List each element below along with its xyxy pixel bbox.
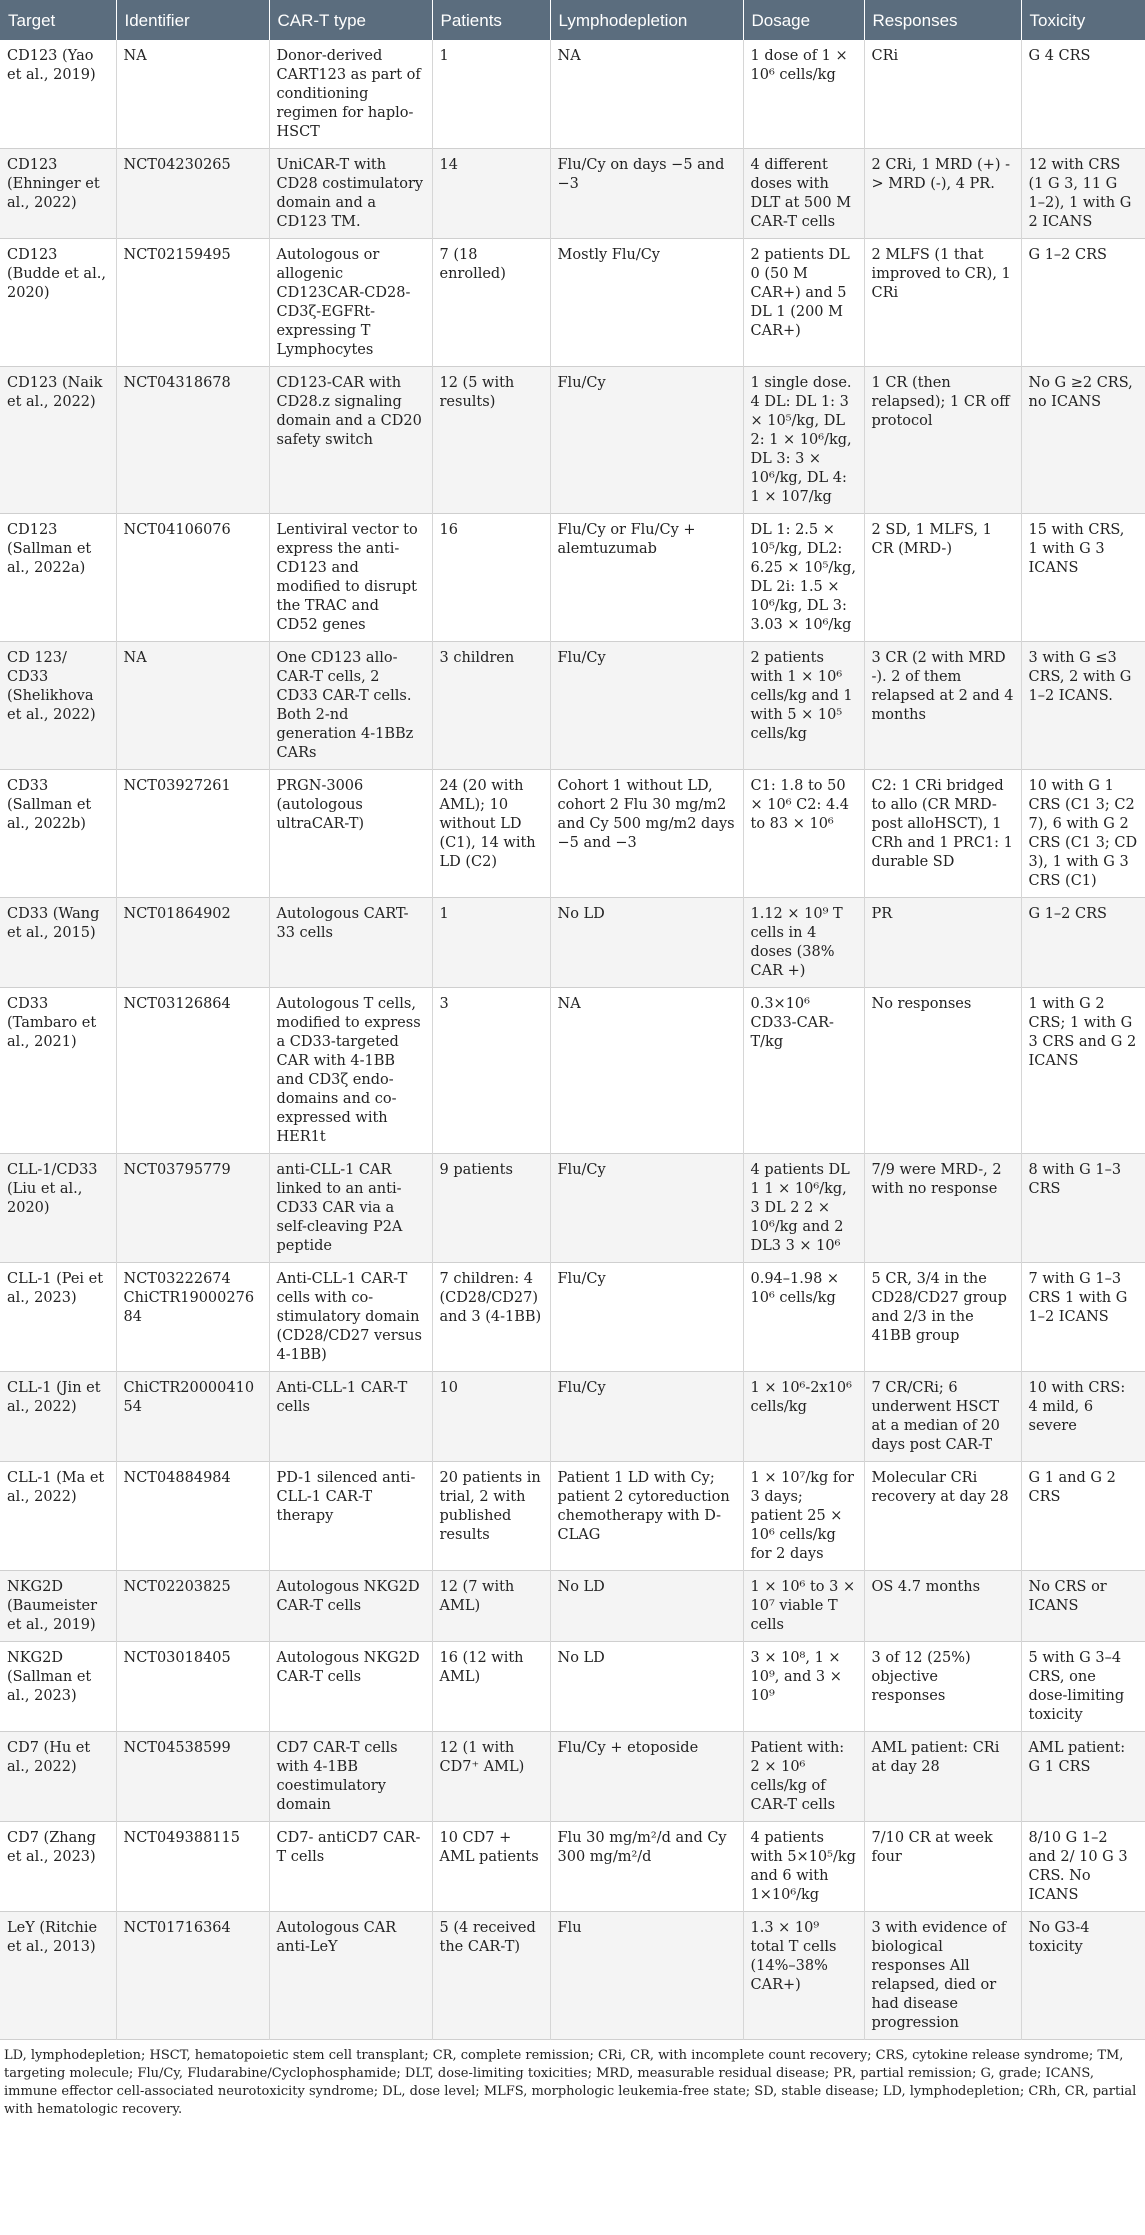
table-cell: 5 (4 received the CAR-T) xyxy=(432,1912,550,2040)
table-cell: G 1–2 CRS xyxy=(1021,898,1145,988)
table-cell: NCT03126864 xyxy=(116,988,269,1154)
table-cell: 8/10 G 1–2 and 2/ 10 G 3 CRS. No ICANS xyxy=(1021,1822,1145,1912)
table-cell: Flu/Cy xyxy=(550,1154,743,1263)
table-row xyxy=(0,239,1145,367)
table-row xyxy=(0,1822,1145,1912)
table-row xyxy=(0,40,1145,149)
table-cell: Flu xyxy=(550,1912,743,2040)
table-cell: CD33 (Tambaro et al., 2021) xyxy=(0,988,116,1154)
table-cell: NA xyxy=(116,642,269,770)
table-cell: CD7 (Zhang et al., 2023) xyxy=(0,1822,116,1912)
table-cell: Autologous NKG2D CAR-T cells xyxy=(269,1642,432,1732)
column-header: Target xyxy=(0,0,116,40)
table-cell: CD33 (Wang et al., 2015) xyxy=(0,898,116,988)
table-cell: 3 with G ≤3 CRS, 2 with G 1–2 ICANS. xyxy=(1021,642,1145,770)
table-cell: 3 with evidence of biological responses All relapsed, died or had disease progression xyxy=(864,1912,1021,2040)
table-cell: NCT01716364 xyxy=(116,1912,269,2040)
table-cell: 3 of 12 (25%) objective responses xyxy=(864,1642,1021,1732)
table-cell: NCT04106076 xyxy=(116,514,269,642)
table-row xyxy=(0,642,1145,770)
table-cell: 16 (12 with AML) xyxy=(432,1642,550,1732)
table-cell: 7 (18 enrolled) xyxy=(432,239,550,367)
table-cell: 9 patients xyxy=(432,1154,550,1263)
table-cell: Patient with: 2 × 10⁶ cells/kg of CAR-T cells xyxy=(743,1732,864,1822)
table-cell: 1 CR (then relapsed); 1 CR off protocol xyxy=(864,367,1021,514)
column-header: Toxicity xyxy=(1021,0,1145,40)
table-cell: NCT03018405 xyxy=(116,1642,269,1732)
table-cell: 12 (7 with AML) xyxy=(432,1571,550,1642)
table-cell: OS 4.7 months xyxy=(864,1571,1021,1642)
table-cell: NA xyxy=(550,40,743,149)
table-cell: 15 with CRS, 1 with G 3 ICANS xyxy=(1021,514,1145,642)
table-cell: 20 patients in trial, 2 with published results xyxy=(432,1462,550,1571)
table-cell: Autologous or allogenic CD123CAR-CD28-CD3ζ-EGFRt-expressing T Lymphocytes xyxy=(269,239,432,367)
table-cell: Cohort 1 without LD, cohort 2 Flu 30 mg/m2 and Cy 500 mg/m2 days −5 and −3 xyxy=(550,770,743,898)
table-footnote: LD, lymphodepletion; HSCT, hematopoietic stem cell transplant; CR, complete remission; CRi, CR, with incomplete count recovery; CRS, cytokine release syndrome; TM, targeting molecule; Flu/Cy, Fludarabine/Cyclophosphamide; DLT, dose-limiting toxicities; MRD, measurable residual disease; PR, partial remission; G, grade; ICANS, immune effector cell-associated neurotoxicity syndrome; DL, dose level; MLFS, morphologic leukemia-free state; SD, stable disease; LD, lymphodepletion; CRh, CR, partial with hematologic recovery. xyxy=(4,2048,1137,2117)
table-cell: 0.94–1.98 × 10⁶ cells/kg xyxy=(743,1263,864,1372)
table-cell: G 1 and G 2 CRS xyxy=(1021,1462,1145,1571)
table-cell: 3 CR (2 with MRD -). 2 of them relapsed at 2 and 4 months xyxy=(864,642,1021,770)
table-cell: NCT03222674 ChiCTR1900027684 xyxy=(116,1263,269,1372)
table-cell: G 1–2 CRS xyxy=(1021,239,1145,367)
table-cell: CRi xyxy=(864,40,1021,149)
table-cell: PRGN-3006 (autologous ultraCAR-T) xyxy=(269,770,432,898)
table-cell: anti-CLL-1 CAR linked to an anti- CD33 CAR via a self-cleaving P2A peptide xyxy=(269,1154,432,1263)
table-cell: Anti-CLL-1 CAR-T cells xyxy=(269,1372,432,1462)
table-cell: CD7 (Hu et al., 2022) xyxy=(0,1732,116,1822)
column-header: Dosage xyxy=(743,0,864,40)
table-cell: 3 × 10⁸, 1 × 10⁹, and 3 × 10⁹ xyxy=(743,1642,864,1732)
column-header: Identifier xyxy=(116,0,269,40)
table-cell: CLL-1/CD33 (Liu et al., 2020) xyxy=(0,1154,116,1263)
table-cell: CLL-1 (Pei et al., 2023) xyxy=(0,1263,116,1372)
table-cell: ChiCTR2000041054 xyxy=(116,1372,269,1462)
table-cell: Flu/Cy on days −5 and −3 xyxy=(550,149,743,239)
table-cell: 2 patients DL 0 (50 M CAR+) and 5 DL 1 (200 M CAR+) xyxy=(743,239,864,367)
table-cell: 3 xyxy=(432,988,550,1154)
table-cell: CLL-1 (Jin et al., 2022) xyxy=(0,1372,116,1462)
table-body xyxy=(0,40,1145,2040)
table-cell: Flu/Cy xyxy=(550,367,743,514)
table-row xyxy=(0,770,1145,898)
table-cell: 12 with CRS (1 G 3, 11 G 1–2), 1 with G 2 ICANS xyxy=(1021,149,1145,239)
table-row xyxy=(0,514,1145,642)
table-row xyxy=(0,149,1145,239)
table-cell: Autologous CAR anti-LeY xyxy=(269,1912,432,2040)
table-cell: Donor-derived CART123 as part of conditioning regimen for haplo-HSCT xyxy=(269,40,432,149)
table-row xyxy=(0,1571,1145,1642)
table-cell: CD 123/ CD33 (Shelikhova et al., 2022) xyxy=(0,642,116,770)
table-cell: CD123 (Yao et al., 2019) xyxy=(0,40,116,149)
table-cell: 24 (20 with AML); 10 without LD (C1), 14 with LD (C2) xyxy=(432,770,550,898)
table-cell: NA xyxy=(116,40,269,149)
table-cell: 7 children: 4 (CD28/CD27) and 3 (4-1BB) xyxy=(432,1263,550,1372)
table-cell: NKG2D (Baumeister et al., 2019) xyxy=(0,1571,116,1642)
table-cell: Patient 1 LD with Cy; patient 2 cytoreduction chemotherapy with D-CLAG xyxy=(550,1462,743,1571)
column-header: Patients xyxy=(432,0,550,40)
table-cell: 1 xyxy=(432,898,550,988)
table-cell: One CD123 allo-CAR-T cells, 2 CD33 CAR-T cells. Both 2-nd generation 4-1BBz CARs xyxy=(269,642,432,770)
table-cell: Molecular CRi recovery at day 28 xyxy=(864,1462,1021,1571)
table-cell: 1 × 10⁶-2x10⁶ cells/kg xyxy=(743,1372,864,1462)
table-row xyxy=(0,1732,1145,1822)
table-cell: 12 (1 with CD7⁺ AML) xyxy=(432,1732,550,1822)
table-cell: 4 patients with 5×10⁵/kg and 6 with 1×10⁶/kg xyxy=(743,1822,864,1912)
table-cell: NCT049388115 xyxy=(116,1822,269,1912)
column-header: CAR-T type xyxy=(269,0,432,40)
table-cell: CD7 CAR-T cells with 4-1BB coestimulatory domain xyxy=(269,1732,432,1822)
table-cell: Flu/Cy xyxy=(550,642,743,770)
table-cell: Flu/Cy + etoposide xyxy=(550,1732,743,1822)
table-cell: 7 CR/CRi; 6 underwent HSCT at a median of 20 days post CAR-T xyxy=(864,1372,1021,1462)
table-cell: CD123-CAR with CD28.z signaling domain and a CD20 safety switch xyxy=(269,367,432,514)
table-cell: Autologous CART-33 cells xyxy=(269,898,432,988)
table-row xyxy=(0,1642,1145,1732)
table-cell: 1 single dose. 4 DL: DL 1: 3 × 10⁵/kg, DL 2: 1 × 10⁶/kg, DL 3: 3 × 10⁶/kg, DL 4: 1 × 107/kg xyxy=(743,367,864,514)
table-cell: No LD xyxy=(550,1642,743,1732)
table-cell: Autologous NKG2D CAR-T cells xyxy=(269,1571,432,1642)
table-cell: DL 1: 2.5 × 10⁵/kg, DL2: 6.25 × 10⁵/kg, DL 2i: 1.5 × 10⁶/kg, DL 3: 3.03 × 10⁶/kg xyxy=(743,514,864,642)
table-cell: CLL-1 (Ma et al., 2022) xyxy=(0,1462,116,1571)
table-cell: Flu/Cy or Flu/Cy + alemtuzumab xyxy=(550,514,743,642)
table-cell: 16 xyxy=(432,514,550,642)
table-cell: CD123 (Ehninger et al., 2022) xyxy=(0,149,116,239)
table-cell: NCT02203825 xyxy=(116,1571,269,1642)
table-cell: NCT04538599 xyxy=(116,1732,269,1822)
table-cell: Mostly Flu/Cy xyxy=(550,239,743,367)
table-cell: CD123 (Budde et al., 2020) xyxy=(0,239,116,367)
table-row xyxy=(0,1372,1145,1462)
table-cell: NCT03795779 xyxy=(116,1154,269,1263)
table-cell: 4 patients DL 1 1 × 10⁶/kg, 3 DL 2 2 × 10⁶/kg and 2 DL3 3 × 10⁶ xyxy=(743,1154,864,1263)
table-cell: 10 xyxy=(432,1372,550,1462)
table-header-row xyxy=(0,0,1145,40)
table-cell: 2 patients with 1 × 10⁶ cells/kg and 1 with 5 × 10⁵ cells/kg xyxy=(743,642,864,770)
table-cell: 12 (5 with results) xyxy=(432,367,550,514)
table-row xyxy=(0,1154,1145,1263)
table-cell: Anti-CLL-1 CAR-T cells with co-stimulatory domain (CD28/CD27 versus 4-1BB) xyxy=(269,1263,432,1372)
table-cell: 10 with G 1 CRS (C1 3; C2 7), 6 with G 2 CRS (C1 3; CD 3), 1 with G 3 CRS (C1) xyxy=(1021,770,1145,898)
table-row xyxy=(0,1462,1145,1571)
table-cell: 1 × 10⁷/kg for 3 days; patient 25 × 10⁶ cells/kg for 2 days xyxy=(743,1462,864,1571)
table-cell: 2 CRi, 1 MRD (+) - > MRD (-), 4 PR. xyxy=(864,149,1021,239)
table-cell: Flu/Cy xyxy=(550,1372,743,1462)
table-cell: Lentiviral vector to express the anti-CD123 and modified to disrupt the TRAC and CD52 genes xyxy=(269,514,432,642)
table-cell: NCT03927261 xyxy=(116,770,269,898)
table-cell: NCT04318678 xyxy=(116,367,269,514)
table-cell: 3 children xyxy=(432,642,550,770)
table-cell: 5 with G 3–4 CRS, one dose-limiting toxicity xyxy=(1021,1642,1145,1732)
table-cell: 10 CD7 + AML patients xyxy=(432,1822,550,1912)
table-cell: 1 xyxy=(432,40,550,149)
table-cell: No CRS or ICANS xyxy=(1021,1571,1145,1642)
table-cell: 1 dose of 1 × 10⁶ cells/kg xyxy=(743,40,864,149)
table-cell: NCT04230265 xyxy=(116,149,269,239)
table-row xyxy=(0,1912,1145,2040)
table-cell: 5 CR, 3/4 in the CD28/CD27 group and 2/3 in the 41BB group xyxy=(864,1263,1021,1372)
table-cell: CD33 (Sallman et al., 2022b) xyxy=(0,770,116,898)
table-cell: 7 with G 1–3 CRS 1 with G 1–2 ICANS xyxy=(1021,1263,1145,1372)
table-row xyxy=(0,1263,1145,1372)
table-cell: 7/9 were MRD-, 2 with no response xyxy=(864,1154,1021,1263)
table-cell: NCT01864902 xyxy=(116,898,269,988)
column-header: Responses xyxy=(864,0,1021,40)
table-cell: AML patient: CRi at day 28 xyxy=(864,1732,1021,1822)
table-cell: C2: 1 CRi bridged to allo (CR MRD-post alloHSCT), 1 CRh and 1 PRC1: 1 durable SD xyxy=(864,770,1021,898)
table-cell: 1 × 10⁶ to 3 × 10⁷ viable T cells xyxy=(743,1571,864,1642)
table-row xyxy=(0,988,1145,1154)
table-cell: Flu/Cy xyxy=(550,1263,743,1372)
table-cell: CD123 (Sallman et al., 2022a) xyxy=(0,514,116,642)
table-cell: NCT04884984 xyxy=(116,1462,269,1571)
table-cell: CD123 (Naik et al., 2022) xyxy=(0,367,116,514)
table-cell: 1.12 × 10⁹ T cells in 4 doses (38% CAR +) xyxy=(743,898,864,988)
table-cell: G 4 CRS xyxy=(1021,40,1145,149)
table-cell: Flu 30 mg/m²/d and Cy 300 mg/m²/d xyxy=(550,1822,743,1912)
table-cell: NCT02159495 xyxy=(116,239,269,367)
table-cell: 0.3×10⁶ CD33-CAR-T/kg xyxy=(743,988,864,1154)
table-cell: No G3-4 toxicity xyxy=(1021,1912,1145,2040)
table-row xyxy=(0,898,1145,988)
table-cell: No responses xyxy=(864,988,1021,1154)
table-cell: 1.3 × 10⁹ total T cells (14%–38% CAR+) xyxy=(743,1912,864,2040)
table-cell: PD-1 silenced anti-CLL-1 CAR-T therapy xyxy=(269,1462,432,1571)
table-cell: 2 SD, 1 MLFS, 1 CR (MRD-) xyxy=(864,514,1021,642)
table-cell: 2 MLFS (1 that improved to CR), 1 CRi xyxy=(864,239,1021,367)
table-cell: AML patient: G 1 CRS xyxy=(1021,1732,1145,1822)
table-cell: 4 different doses with DLT at 500 M CAR-T cells xyxy=(743,149,864,239)
column-header: Lymphodepletion xyxy=(550,0,743,40)
table-cell: CD7- antiCD7 CAR-T cells xyxy=(269,1822,432,1912)
table-cell: PR xyxy=(864,898,1021,988)
table-cell: 10 with CRS: 4 mild, 6 severe xyxy=(1021,1372,1145,1462)
table-cell: UniCAR-T with CD28 costimulatory domain and a CD123 TM. xyxy=(269,149,432,239)
table-cell: 14 xyxy=(432,149,550,239)
table-cell: NKG2D (Sallman et al., 2023) xyxy=(0,1642,116,1732)
table-cell: No LD xyxy=(550,1571,743,1642)
table-cell: 1 with G 2 CRS; 1 with G 3 CRS and G 2 ICANS xyxy=(1021,988,1145,1154)
table-cell: C1: 1.8 to 50 × 10⁶ C2: 4.4 to 83 × 10⁶ xyxy=(743,770,864,898)
table-cell: 8 with G 1–3 CRS xyxy=(1021,1154,1145,1263)
table-cell: 7/10 CR at week four xyxy=(864,1822,1021,1912)
table-cell: No LD xyxy=(550,898,743,988)
table-cell: Autologous T cells, modified to express a CD33-targeted CAR with 4-1BB and CD3ζ endo-domains and co-expressed with HER1t xyxy=(269,988,432,1154)
table-cell: NA xyxy=(550,988,743,1154)
table-row xyxy=(0,367,1145,514)
table-cell: LeY (Ritchie et al., 2013) xyxy=(0,1912,116,2040)
table-cell: No G ≥2 CRS, no ICANS xyxy=(1021,367,1145,514)
